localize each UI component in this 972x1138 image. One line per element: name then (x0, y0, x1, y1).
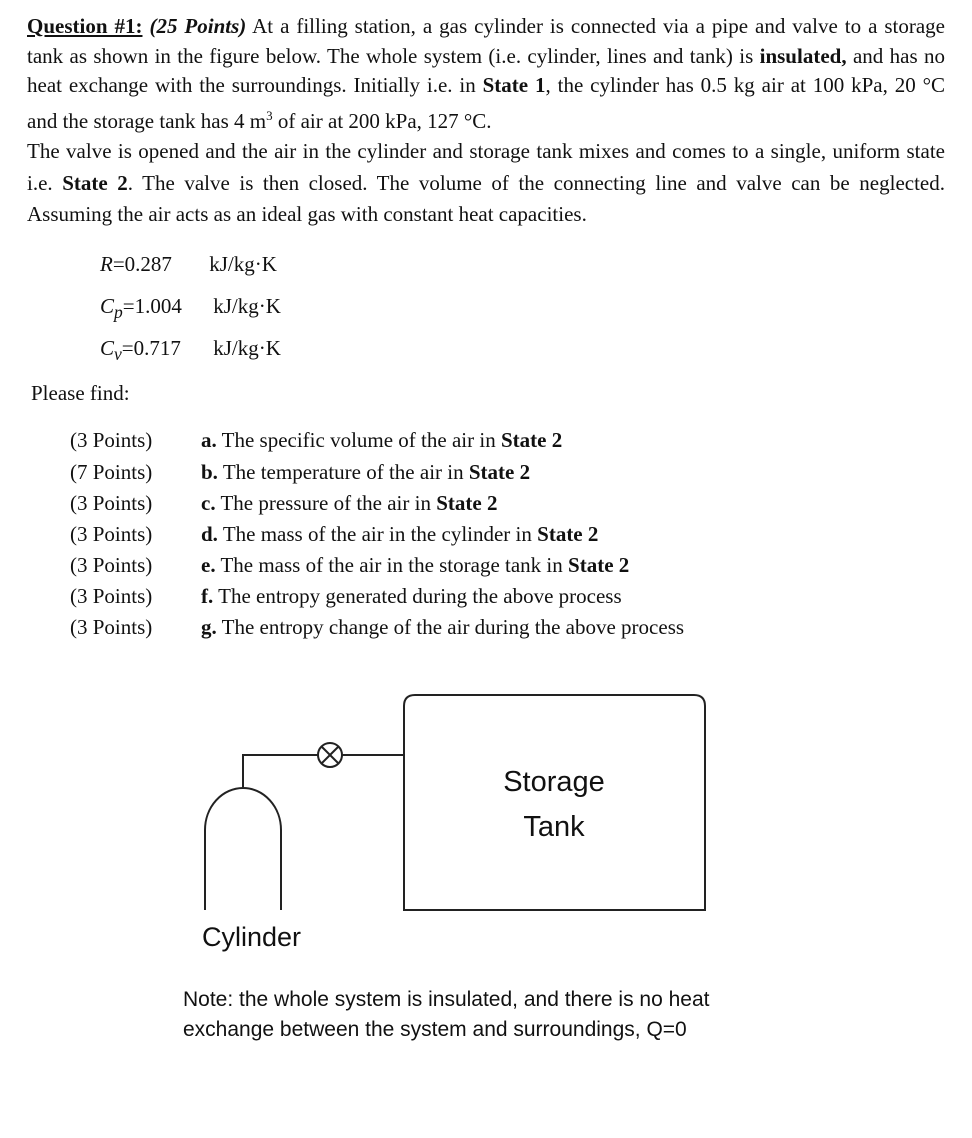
item-letter: f. (201, 584, 214, 608)
item-letter: b. (201, 460, 218, 484)
item-text: The entropy generated during the above process (218, 584, 622, 608)
p1-bold-insulated: insulated, (759, 43, 847, 68)
constant-value: =0.287 (112, 252, 172, 276)
p1-bold-state1: State 1 (482, 73, 546, 97)
item-letter: a. (201, 428, 217, 452)
item-points: (7 Points) (70, 460, 153, 484)
constant-unit: kJ/kg·K (209, 252, 277, 276)
pipe-valve-cylinder (243, 755, 318, 787)
p1-text-4: of air at 200 kPa, 127 °C. (272, 108, 492, 133)
item-text: The mass of the air in the cylinder in (222, 522, 538, 546)
item-state: State 2 (537, 522, 599, 546)
cylinder-label: Cylinder (202, 922, 302, 952)
p2-text-1: The valve is opened and the air in the cylinder and storage tank mixes and comes to a single, uniform state i.e. (27, 139, 945, 195)
item-state: State 2 (468, 460, 531, 484)
item-letter: c. (201, 491, 216, 515)
p2-text-2: . The valve is then closed. The volume of the connecting line and valve can be neglected. Assuming the air acts as an ideal gas with constant heat capacities. (27, 170, 945, 226)
note-line-1: Note: the whole system is insulated, and there is no heat (183, 988, 710, 1011)
note-text (183, 985, 823, 1045)
constant-unit: kJ/kg·K (213, 294, 281, 318)
item-text: The specific volume of the air in (221, 428, 501, 452)
item-points: (3 Points) (70, 584, 153, 608)
item-text: The mass of the air in the storage tank in (220, 553, 569, 577)
constant-unit: kJ/kg·K (213, 336, 281, 360)
constant-value: =0.717 (121, 336, 181, 360)
item-points: (3 Points) (70, 491, 153, 515)
item-state: State 2 (568, 553, 630, 577)
item-letter: g. (201, 615, 217, 639)
item-text: The entropy change of the air during the above process (221, 615, 685, 639)
item-state: State 2 (436, 491, 498, 515)
item-state: State 2 (500, 428, 563, 452)
constant-symbol: C (100, 336, 115, 360)
item-points: (3 Points) (70, 428, 153, 452)
question-number: Question #1: (27, 14, 143, 38)
p2-bold-state2: State 2 (62, 170, 128, 195)
tank-label-line2: Tank (523, 811, 585, 843)
constant-symbol: C (100, 294, 115, 318)
gas-cylinder (205, 788, 281, 910)
p1-text-3: , the cylinder has 0.5 kg air at 100 kPa, 20 °C and the storage tank has 4 m (27, 73, 945, 133)
p1-text-1: At a filling station, a gas cylinder is connected via a pipe and valve to a storage tank as shown in the figure below. The whole system (i.e. cylinder, lines and tank) is (27, 14, 945, 68)
storage-tank (404, 695, 705, 910)
item-letter: d. (201, 522, 218, 546)
item-text: The temperature of the air in (222, 460, 469, 484)
item-letter: e. (201, 553, 216, 577)
item-points: (3 Points) (70, 522, 153, 546)
item-points: (3 Points) (70, 615, 153, 639)
item-text: The pressure of the air in (220, 491, 437, 515)
p1-superscript: 3 (266, 107, 273, 123)
constant-subscript: p (114, 302, 123, 323)
tank-label-line1: Storage (503, 766, 605, 798)
question-points: (25 Points) (149, 14, 247, 38)
p1-text-2: and has no heat exchange with the surroundings. Initially i.e. in (27, 43, 945, 97)
note-line-2: exchange between the system and surroundings, Q=0 (183, 1018, 687, 1041)
valve-icon (318, 743, 342, 767)
constant-subscript: v (114, 344, 122, 365)
item-points: (3 Points) (70, 553, 153, 577)
constant-value: =1.004 (122, 294, 182, 318)
please-find-label: Please find: (31, 381, 130, 405)
constant-symbol: R (100, 252, 113, 276)
